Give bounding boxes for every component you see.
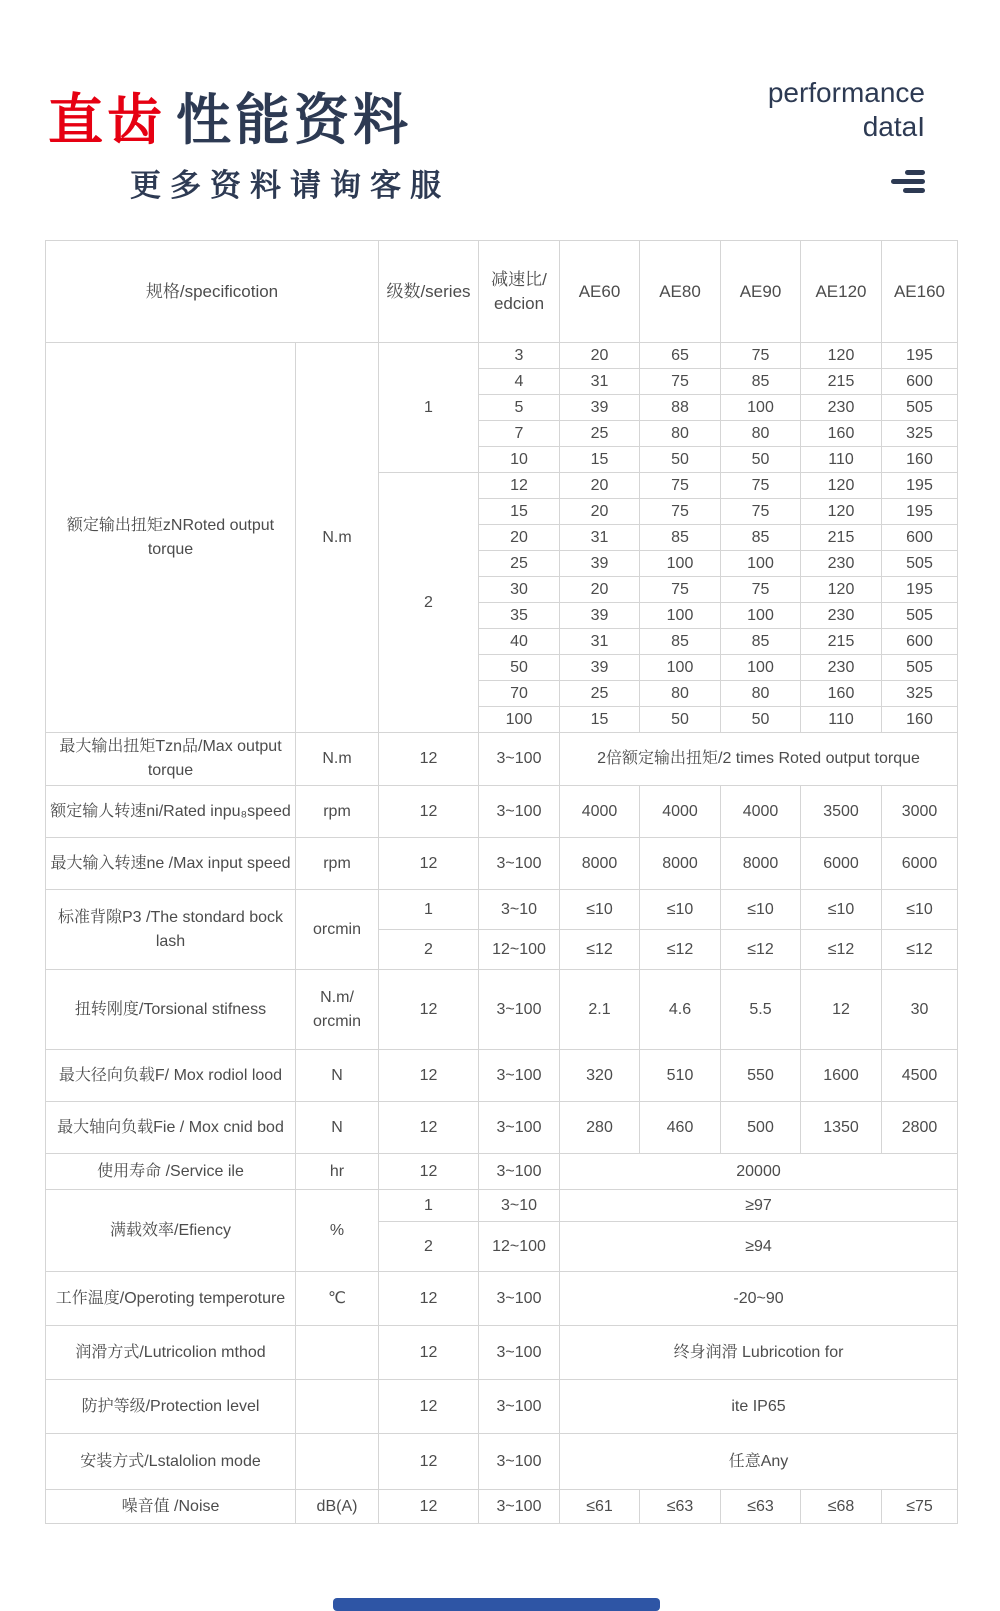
value-cell: 15 <box>560 707 640 733</box>
ratio-cell: 3~100 <box>479 733 560 786</box>
value-cell: 230 <box>801 603 882 629</box>
value-cell: 39 <box>560 603 640 629</box>
page-title <box>48 76 412 155</box>
value-cell: 8000 <box>721 838 801 890</box>
value-cell: ≤63 <box>721 1490 801 1524</box>
table-row <box>46 343 958 369</box>
series-cell: 12 <box>379 838 479 890</box>
value-cell: 31 <box>560 369 640 395</box>
series-cell: 12 <box>379 1102 479 1154</box>
row-label-torsional-stiffness: 扭转刚度/Torsional stifness <box>46 970 296 1050</box>
value-cell: 8000 <box>560 838 640 890</box>
ratio-cell: 12 <box>479 473 560 499</box>
value-cell: 3500 <box>801 786 882 838</box>
value-cell: 15 <box>560 447 640 473</box>
value-cell: 4500 <box>882 1050 958 1102</box>
value-cell: 50 <box>721 707 801 733</box>
value-cell: 85 <box>640 629 721 655</box>
unit-cell: N.m <box>296 343 379 733</box>
series-cell: 1 <box>379 890 479 930</box>
value-cell: 120 <box>801 577 882 603</box>
series-cell: 12 <box>379 1490 479 1524</box>
value-cell: 20 <box>560 473 640 499</box>
ratio-cell: 50 <box>479 655 560 681</box>
col-header-ae160: AE160 <box>882 241 958 343</box>
row-label-installation-mode: 安装方式/Lstalolion mode <box>46 1434 296 1490</box>
value-cell: 85 <box>721 629 801 655</box>
row-label-lubrication: 润滑方式/Lutricolion mthod <box>46 1326 296 1380</box>
value-cell: 4000 <box>560 786 640 838</box>
value-cell: 195 <box>882 499 958 525</box>
unit-cell: N.m <box>296 733 379 786</box>
value-cell: 100 <box>640 603 721 629</box>
value-cell: 320 <box>560 1050 640 1102</box>
value-cell: 215 <box>801 369 882 395</box>
span-value-cell: 任意Any <box>560 1434 958 1490</box>
table-row <box>46 1380 958 1434</box>
value-cell: 5.5 <box>721 970 801 1050</box>
ratio-cell: 3~100 <box>479 1380 560 1434</box>
value-cell: 88 <box>640 395 721 421</box>
row-label-efficiency: 满载效率/Efiency <box>46 1190 296 1272</box>
value-cell: 39 <box>560 551 640 577</box>
table-row <box>46 838 958 890</box>
span-value-cell: -20~90 <box>560 1272 958 1326</box>
unit-cell: N <box>296 1050 379 1102</box>
value-cell: 325 <box>882 421 958 447</box>
value-cell: 230 <box>801 551 882 577</box>
value-cell: ≤68 <box>801 1490 882 1524</box>
ratio-cell: 3~10 <box>479 890 560 930</box>
span-value-cell: 2倍额定输出扭矩/2 times Roted output torque <box>560 733 958 786</box>
value-cell: 550 <box>721 1050 801 1102</box>
ratio-cell: 25 <box>479 551 560 577</box>
span-value-cell: 20000 <box>560 1154 958 1190</box>
value-cell: 195 <box>882 577 958 603</box>
value-cell: 600 <box>882 629 958 655</box>
unit-cell <box>296 1380 379 1434</box>
page-title-main: 性能资料 <box>176 89 413 151</box>
performance-tagline <box>768 76 925 144</box>
value-cell: 39 <box>560 655 640 681</box>
series-cell: 12 <box>379 1434 479 1490</box>
value-cell: ≤12 <box>882 930 958 970</box>
value-cell: 195 <box>882 343 958 369</box>
value-cell: 75 <box>721 577 801 603</box>
value-cell: 31 <box>560 525 640 551</box>
value-cell: 160 <box>801 681 882 707</box>
value-cell: 31 <box>560 629 640 655</box>
bar <box>891 179 925 184</box>
value-cell: 100 <box>721 395 801 421</box>
value-cell: 75 <box>721 473 801 499</box>
value-cell: 6000 <box>801 838 882 890</box>
value-cell: 100 <box>640 655 721 681</box>
ratio-cell: 20 <box>479 525 560 551</box>
unit-line2: orcmin <box>312 1012 361 1030</box>
span-value-cell: ite IP65 <box>560 1380 958 1434</box>
value-cell: ≤12 <box>640 930 721 970</box>
col-header-ae120: AE120 <box>801 241 882 343</box>
ratio-cell: 40 <box>479 629 560 655</box>
tagline-line1: performance <box>767 77 925 108</box>
value-cell: 75 <box>640 577 721 603</box>
ratio-cell: 10 <box>479 447 560 473</box>
value-cell: 80 <box>640 421 721 447</box>
value-cell: ≤12 <box>801 930 882 970</box>
value-cell: 120 <box>801 499 882 525</box>
value-cell: 75 <box>721 499 801 525</box>
series-cell: 2 <box>379 473 479 733</box>
value-cell: 280 <box>560 1102 640 1154</box>
value-cell: 50 <box>640 707 721 733</box>
ratio-cell: 3~100 <box>479 1154 560 1190</box>
value-cell: 160 <box>882 707 958 733</box>
value-cell: 80 <box>721 421 801 447</box>
ratio-cell: 3~100 <box>479 1326 560 1380</box>
value-cell: 110 <box>801 447 882 473</box>
value-cell: 505 <box>882 395 958 421</box>
value-cell: 12 <box>801 970 882 1050</box>
series-cell: 12 <box>379 733 479 786</box>
value-cell: 215 <box>801 629 882 655</box>
value-cell: 110 <box>801 707 882 733</box>
value-cell: 80 <box>721 681 801 707</box>
value-cell: 230 <box>801 655 882 681</box>
value-cell: 2800 <box>882 1102 958 1154</box>
value-cell: 75 <box>721 343 801 369</box>
value-cell: ≤61 <box>560 1490 640 1524</box>
ratio-cell: 3~100 <box>479 1272 560 1326</box>
value-cell: 2.1 <box>560 970 640 1050</box>
value-cell: 85 <box>721 369 801 395</box>
series-cell: 12 <box>379 786 479 838</box>
value-cell: 75 <box>640 473 721 499</box>
page-title-red: 直齿 <box>48 89 167 151</box>
value-cell: 505 <box>882 551 958 577</box>
row-label-max-radial-load: 最大径向负载F/ Mox rodiol lood <box>46 1050 296 1102</box>
value-cell: 25 <box>560 421 640 447</box>
value-cell: 30 <box>882 970 958 1050</box>
col-header-spec: 规格/specificotion <box>46 241 379 343</box>
unit-cell: % <box>296 1190 379 1272</box>
table-row <box>46 1434 958 1490</box>
table-row <box>46 970 958 1050</box>
value-cell: 6000 <box>882 838 958 890</box>
value-cell: ≤10 <box>640 890 721 930</box>
series-cell: 2 <box>379 930 479 970</box>
value-cell: 75 <box>640 499 721 525</box>
col-header-series: 级数/series <box>379 241 479 343</box>
value-cell: 20 <box>560 343 640 369</box>
value-cell: ≤75 <box>882 1490 958 1524</box>
row-label-operating-temperature: 工作温度/Operoting temperoture <box>46 1272 296 1326</box>
bar <box>905 170 925 175</box>
ratio-cell: 3 <box>479 343 560 369</box>
table-row <box>46 1272 958 1326</box>
value-cell: 120 <box>801 343 882 369</box>
row-label-rated-input-speed: 额定输人转速ni/Rated inpu₈speed <box>46 786 296 838</box>
value-cell: 100 <box>640 551 721 577</box>
ratio-header-line1: 减速比/ <box>491 269 547 289</box>
col-header-ae90: AE90 <box>721 241 801 343</box>
ratio-cell: 3~100 <box>479 1434 560 1490</box>
bottom-divider-bar <box>333 1598 660 1611</box>
ratio-cell: 3~100 <box>479 786 560 838</box>
value-cell: 100 <box>721 603 801 629</box>
value-cell: 1600 <box>801 1050 882 1102</box>
table-row <box>46 1154 958 1190</box>
value-cell: ≤10 <box>560 890 640 930</box>
row-label-max-input-speed: 最大输入转速ne /Max input speed <box>46 838 296 890</box>
value-cell: 1350 <box>801 1102 882 1154</box>
value-cell: 80 <box>640 681 721 707</box>
table-row <box>46 1050 958 1102</box>
value-cell: 160 <box>801 421 882 447</box>
value-cell: ≤63 <box>640 1490 721 1524</box>
ratio-cell: 30 <box>479 577 560 603</box>
series-cell: 12 <box>379 1326 479 1380</box>
ratio-cell: 70 <box>479 681 560 707</box>
series-cell: 12 <box>379 1154 479 1190</box>
value-cell: 39 <box>560 395 640 421</box>
value-cell: 75 <box>640 369 721 395</box>
value-cell: 505 <box>882 603 958 629</box>
series-cell: 12 <box>379 970 479 1050</box>
value-cell: 4.6 <box>640 970 721 1050</box>
table-row <box>46 1326 958 1380</box>
value-cell: 85 <box>721 525 801 551</box>
span-value-cell: ≥97 <box>560 1190 958 1222</box>
value-cell: 50 <box>721 447 801 473</box>
value-cell: 600 <box>882 525 958 551</box>
table-row <box>46 1102 958 1154</box>
table-header-row <box>46 241 958 343</box>
value-cell: 8000 <box>640 838 721 890</box>
ratio-cell: 3~100 <box>479 838 560 890</box>
value-cell: 65 <box>640 343 721 369</box>
value-cell: 20 <box>560 499 640 525</box>
unit-cell: orcmin <box>296 890 379 970</box>
col-header-ae60: AE60 <box>560 241 640 343</box>
value-cell: 505 <box>882 655 958 681</box>
unit-cell: N <box>296 1102 379 1154</box>
unit-cell: hr <box>296 1154 379 1190</box>
value-cell: ≤12 <box>721 930 801 970</box>
ratio-cell: 15 <box>479 499 560 525</box>
bar <box>903 188 925 193</box>
value-cell: 85 <box>640 525 721 551</box>
series-cell: 12 <box>379 1050 479 1102</box>
span-value-cell: ≥94 <box>560 1222 958 1272</box>
ratio-cell: 35 <box>479 603 560 629</box>
span-value-cell: 终身润滑 Lubricotion for <box>560 1326 958 1380</box>
series-cell: 12 <box>379 1272 479 1326</box>
row-label-noise: 噪音值 /Noise <box>46 1490 296 1524</box>
value-cell: 4000 <box>721 786 801 838</box>
series-cell: 1 <box>379 343 479 473</box>
unit-cell <box>296 1326 379 1380</box>
ratio-cell: 7 <box>479 421 560 447</box>
value-cell: ≤10 <box>882 890 958 930</box>
table-row <box>46 1490 958 1524</box>
unit-cell: ℃ <box>296 1272 379 1326</box>
ratio-cell: 12~100 <box>479 930 560 970</box>
col-header-ratio <box>479 241 560 343</box>
value-cell: 100 <box>721 551 801 577</box>
value-cell: 500 <box>721 1102 801 1154</box>
series-cell: 2 <box>379 1222 479 1272</box>
ratio-cell: 5 <box>479 395 560 421</box>
tagline-line2: dataI <box>862 111 925 142</box>
value-cell: 195 <box>882 473 958 499</box>
value-cell: 230 <box>801 395 882 421</box>
table-row <box>46 786 958 838</box>
ratio-cell: 4 <box>479 369 560 395</box>
performance-data-table <box>45 240 958 1524</box>
value-cell: 100 <box>721 655 801 681</box>
value-cell: 120 <box>801 473 882 499</box>
ratio-cell: 12~100 <box>479 1222 560 1272</box>
row-label-max-axial-load: 最大轴向负载Fie / Mox cnid bod <box>46 1102 296 1154</box>
col-header-ae80: AE80 <box>640 241 721 343</box>
value-cell: 160 <box>882 447 958 473</box>
ratio-cell: 3~100 <box>479 970 560 1050</box>
value-cell: 25 <box>560 681 640 707</box>
ratio-cell: 3~100 <box>479 1050 560 1102</box>
row-label-backlash: 标准背隙P3 /The stondard bock lash <box>46 890 296 970</box>
value-cell: ≤12 <box>560 930 640 970</box>
value-cell: 600 <box>882 369 958 395</box>
value-cell: 325 <box>882 681 958 707</box>
unit-cell <box>296 970 379 1050</box>
table-row <box>46 890 958 930</box>
ratio-cell: 100 <box>479 707 560 733</box>
table-row <box>46 1190 958 1222</box>
value-cell: ≤10 <box>801 890 882 930</box>
ratio-header-line2: edcion <box>493 293 545 313</box>
value-cell: 50 <box>640 447 721 473</box>
unit-cell <box>296 1434 379 1490</box>
unit-cell: dB(A) <box>296 1490 379 1524</box>
ratio-cell: 3~100 <box>479 1102 560 1154</box>
ratio-cell: 3~100 <box>479 1490 560 1524</box>
value-cell: 20 <box>560 577 640 603</box>
row-label-service-life: 使用寿命 /Service ile <box>46 1154 296 1190</box>
row-label-protection-level: 防护等级/Protection level <box>46 1380 296 1434</box>
series-cell: 12 <box>379 1380 479 1434</box>
page-subtitle: 更多资料请询客服 <box>130 168 450 203</box>
value-cell: 215 <box>801 525 882 551</box>
ratio-cell: 3~10 <box>479 1190 560 1222</box>
row-label-max-output-torque: 最大输出扭矩Tzn品/Max output torque <box>46 733 296 786</box>
unit-cell: rpm <box>296 786 379 838</box>
menu-bars-icon <box>891 170 925 193</box>
unit-line1: N.m/ <box>320 988 354 1006</box>
value-cell: ≤10 <box>721 890 801 930</box>
value-cell: 510 <box>640 1050 721 1102</box>
table-row <box>46 733 958 786</box>
value-cell: 3000 <box>882 786 958 838</box>
value-cell: 4000 <box>640 786 721 838</box>
series-cell: 1 <box>379 1190 479 1222</box>
unit-cell: rpm <box>296 838 379 890</box>
row-label-rated-output-torque: 额定输出扭矩zNRoted output torque <box>46 343 296 733</box>
value-cell: 460 <box>640 1102 721 1154</box>
